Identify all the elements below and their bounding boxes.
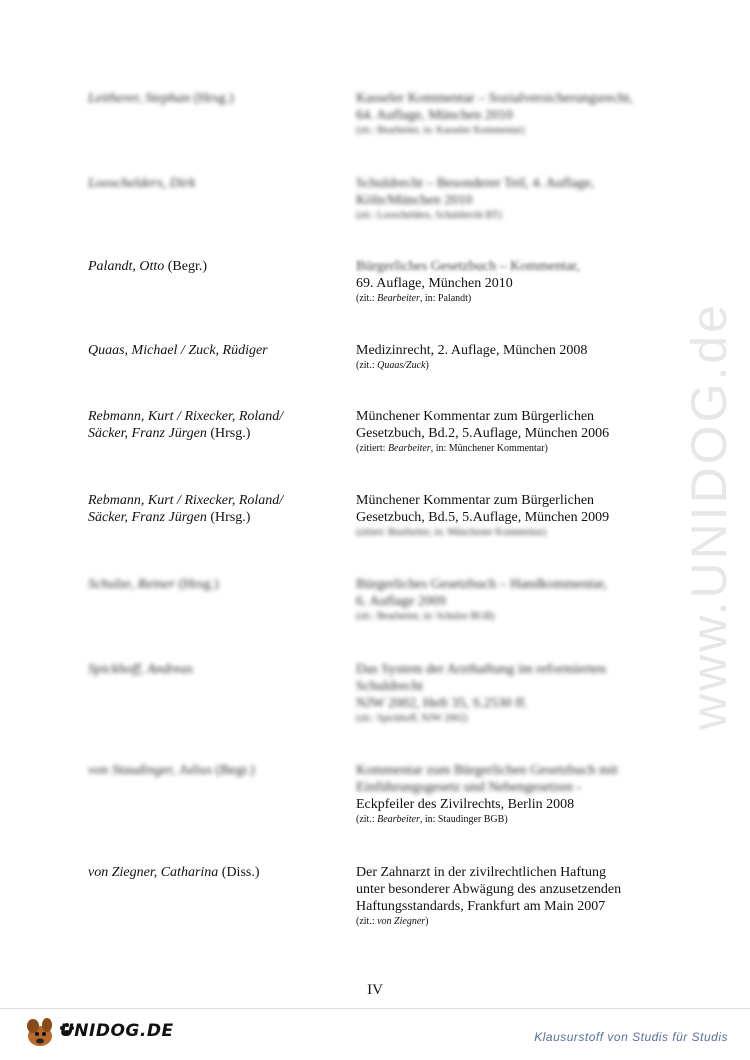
entry-work: Münchener Kommentar zum Bürgerlichen Gesetzbuch, Bd.2, 5.Auflage, München 2006 (zitiert: Bearbeiter, in: Münchener Kommentar) bbox=[356, 408, 661, 456]
entry-work: Kommentar zum Bürgerlichen Gesetzbuch mit Einführungsgesetz und Nebengesetzen - Eckpfeiler des Zivilrechts, Berlin 2008 (zit.: Bearbeiter, in: Staudinger BGB) bbox=[356, 762, 661, 827]
entry-author: von Ziegner, Catharina (Diss.) bbox=[88, 865, 260, 880]
entry-author: von Staudinger, Julius (Begr.) bbox=[88, 763, 255, 778]
entry-author: Quaas, Michael / Zuck, Rüdiger bbox=[88, 343, 268, 358]
entry-author: Schulze, Reiner (Hrsg.) bbox=[88, 577, 219, 592]
entry-citation: (zitiert: Bearbeiter, in: Münchener Kommentar) bbox=[356, 443, 548, 454]
entry-citation: (zit.: Bearbeiter, in: Schulze BGB) bbox=[356, 611, 495, 622]
entry-author: Palandt, Otto (Begr.) bbox=[88, 259, 207, 274]
entry-citation: (zit.: Quaas/Zuck) bbox=[356, 360, 429, 371]
entry-work: Kasseler Kommentar – Sozialversicherungsrecht, 64. Auflage, München 2010 (zit.: Bearbeiter, in: Kasseler Kommentar) bbox=[356, 90, 661, 138]
entry-author: Spickhoff, Andreas bbox=[88, 662, 193, 677]
entry-citation: (zit.: von Ziegner) bbox=[356, 916, 429, 927]
entry-author: Rebmann, Kurt / Rixecker, Roland/ Säcker, Franz Jürgen (Hrsg.) bbox=[88, 493, 284, 525]
footer-tagline: Klausurstoff von Studis für Studis bbox=[534, 1030, 728, 1044]
entry-citation: (zit.: Spickhoff, NJW 2002) bbox=[356, 713, 468, 724]
watermark: www.UNIDOG.de bbox=[681, 302, 737, 730]
logo-text[interactable]: UNIDOG.DE bbox=[60, 1021, 174, 1041]
entry-work: Medizinrecht, 2. Auflage, München 2008 (zit.: Quaas/Zuck) bbox=[356, 342, 661, 373]
entry-citation: (zit.: Looschelders, Schuldrecht BT) bbox=[356, 210, 502, 221]
footer-divider bbox=[0, 1008, 750, 1009]
entry-citation: (zit.: Bearbeiter, in: Staudinger BGB) bbox=[356, 814, 508, 825]
entry-work: Bürgerliches Gesetzbuch – Kommentar, 69. Auflage, München 2010 (zit.: Bearbeiter, in: Palandt) bbox=[356, 258, 661, 306]
entry-author: Rebmann, Kurt / Rixecker, Roland/ Säcker, Franz Jürgen (Hrsg.) bbox=[88, 409, 284, 441]
entry-work: Bürgerliches Gesetzbuch – Handkommentar, 6. Auflage 2009 (zit.: Bearbeiter, in: Schulze BGB) bbox=[356, 576, 661, 624]
page-number: IV bbox=[367, 982, 383, 998]
entry-author: Looschelders, Dirk bbox=[88, 176, 196, 191]
entry-citation: (zit.: Bearbeiter, in: Kasseler Kommentar) bbox=[356, 125, 525, 136]
entry-author: Leitherer, Stephan (Hrsg.) bbox=[88, 91, 234, 106]
entry-work: Das System der Arzthaftung im reformierten Schuldrecht NJW 2002, Heft 35, S.2530 ff. (zit.: Spickhoff, NJW 2002) bbox=[356, 661, 661, 726]
entry-work: Der Zahnarzt in der zivilrechtlichen Haftung unter besonderer Abwägung des anzusetzenden Haftungsstandards, Frankfurt am Main 2007 (zit.: von Ziegner) bbox=[356, 864, 661, 929]
entry-work: Schuldrecht – Besonderer Teil, 4. Auflage, Köln/München 2010 (zit.: Looschelders, Schuldrecht BT) bbox=[356, 175, 661, 223]
entry-work: Münchener Kommentar zum Bürgerlichen Gesetzbuch, Bd.5, 5.Auflage, München 2009 (zitiert: Bearbeiter, in: Münchener Kommentar) bbox=[356, 492, 661, 540]
entry-citation: (zitiert: Bearbeiter, in: Münchener Kommentar) bbox=[356, 527, 547, 538]
entry-citation: (zit.: Bearbeiter, in: Palandt) bbox=[356, 293, 472, 304]
